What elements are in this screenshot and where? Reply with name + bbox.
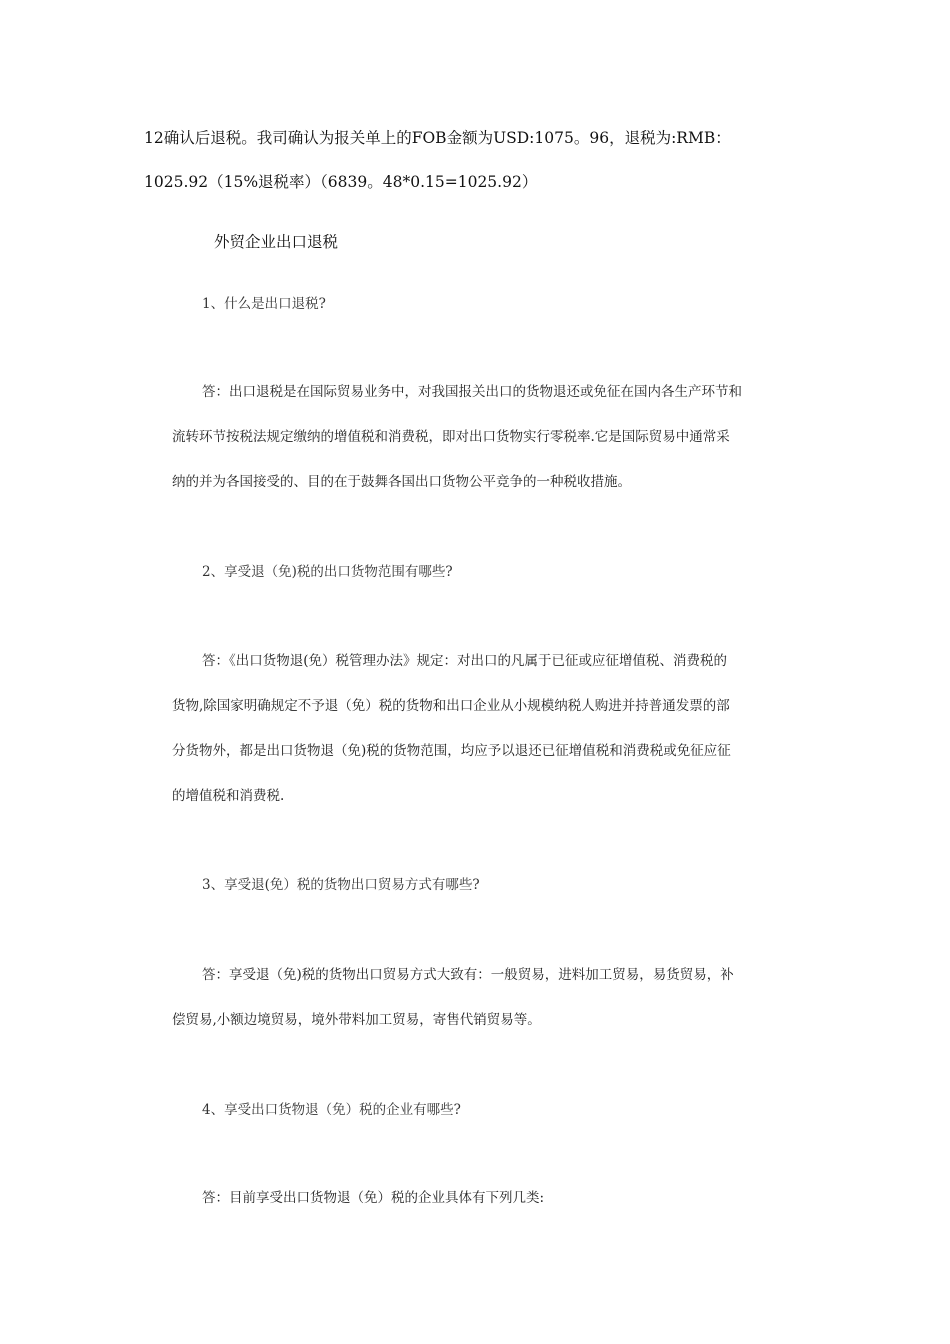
intro-line-1: 12确认后退税。我司确认为报关单上的FOB金额为USD:1075。96，退税为:RMB： — [144, 129, 731, 147]
answer-4-line-1: 答：目前享受出口货物退（免）税的企业具体有下列几类: — [202, 1190, 545, 1206]
answer-1-line-1: 答：出口退税是在国际贸易业务中，对我国报关出口的货物退还或免征在国内各生产环节和 — [202, 384, 742, 400]
answer-1-line-2: 流转环节按税法规定缴纳的增值税和消费税，即对出口货物实行零税率.它是国际贸易中通常采 — [172, 429, 730, 445]
answer-2-line-4: 的增值税和消费税. — [172, 788, 285, 804]
answer-2-line-3: 分货物外，都是出口货物退（免)税的货物范围，均应予以退还已征增值税和消费税或免征应征 — [172, 743, 731, 759]
answer-3-line-2: 偿贸易,小额边境贸易，境外带料加工贸易，寄售代销贸易等。 — [172, 1012, 541, 1028]
question-3: 3、享受退(免）税的货物出口贸易方式有哪些? — [202, 877, 480, 893]
question-4: 4、享受出口货物退（免）税的企业有哪些? — [202, 1102, 461, 1118]
answer-2-line-2: 货物,除国家明确规定不予退（免）税的货物和出口企业从小规模纳税人购进并持普通发票的部 — [172, 698, 730, 714]
intro-line-2: 1025.92（15%退税率）（6839。48*0.15=1025.92） — [144, 173, 538, 191]
section-title: 外贸企业出口退税 — [214, 233, 339, 251]
question-2: 2、享受退（免)税的出口货物范围有哪些? — [202, 564, 453, 580]
answer-3-line-1: 答：享受退（免)税的货物出口贸易方式大致有：一般贸易，进料加工贸易，易货贸易，补 — [202, 967, 734, 983]
answer-2-line-1: 答：《出口货物退(免）税管理办法》规定：对出口的凡属于已征或应征增值税、消费税的 — [202, 653, 728, 669]
answer-1-line-3: 纳的并为各国接受的、目的在于鼓舞各国出口货物公平竞争的一种税收措施。 — [172, 474, 631, 490]
question-1: 1、什么是出口退税? — [202, 296, 326, 312]
